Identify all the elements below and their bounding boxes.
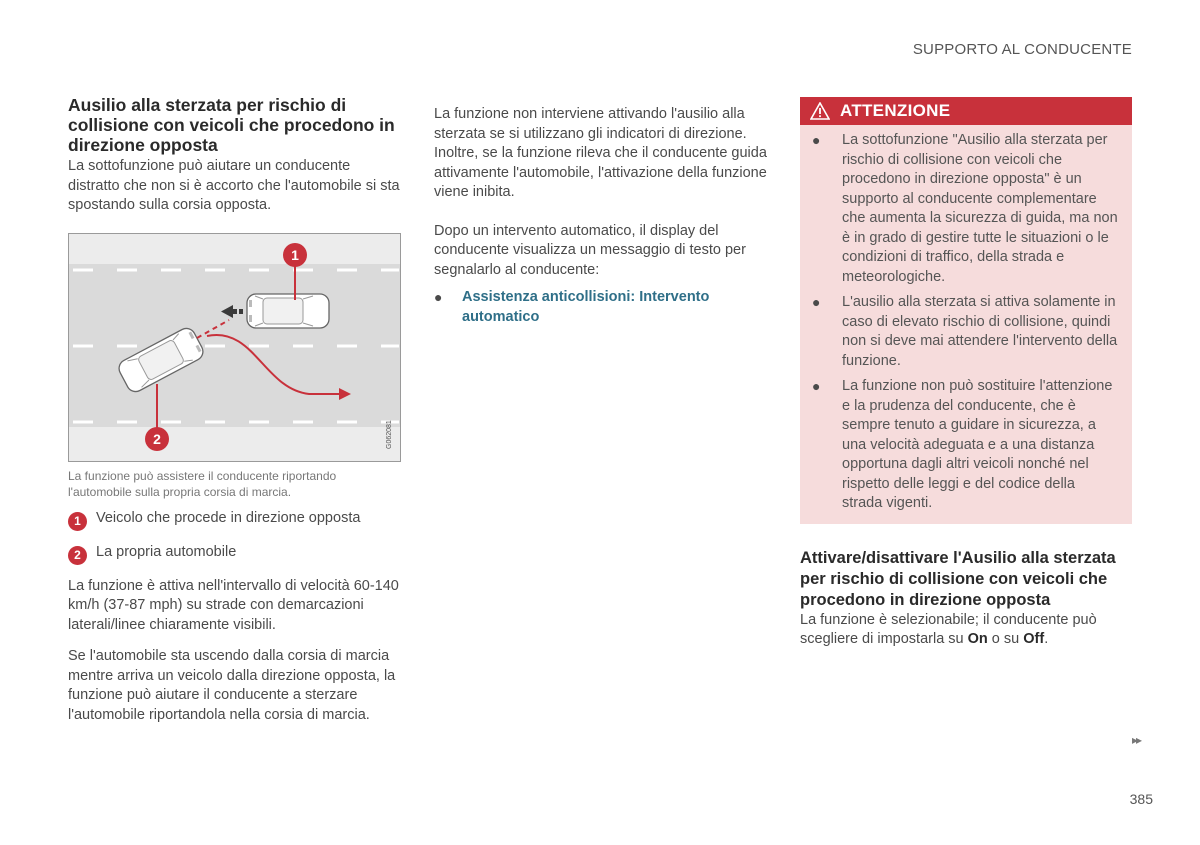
activation-text-end: . xyxy=(1044,631,1049,647)
warning-item xyxy=(810,293,1118,371)
lane-departure-paragraph: Se l'automobile sta uscendo dalla corsia di marcia mentre arriva un veicolo dalla direzione opposta, la funzione può aiutare il conducente a sterzare l'automobile riportandola nella corsia di marcia. xyxy=(68,648,396,723)
activation-subtitle: Attivare/disattivare l'Ausilio alla sterzata per rischio di collisione con veicoli che procedono in direzione opposta xyxy=(800,548,1116,609)
message-bullet xyxy=(434,288,769,327)
activation-paragraph xyxy=(800,611,1132,650)
warning-text: L'ausilio alla sterzata si attiva solamente in caso di elevato rischio di collisione, quindi non si deve mai attendere l'intervento della funzione. xyxy=(842,294,1118,369)
speed-range-paragraph: La funzione è attiva nell'intervallo di velocità 60-140 km/h (37-87 mph) su strade con demarcazioni laterali/linee chiaramente visibili. xyxy=(68,577,399,633)
off-option: Off xyxy=(1023,631,1045,647)
warning-item xyxy=(810,131,1118,287)
section-header: SUPPORTO AL CONDUCENTE xyxy=(912,41,1132,58)
warning-text: La sottofunzione "Ausilio alla sterzata per rischio di collisione con veicoli che procedono in direzione opposta" è un supporto al conducente complementare che aumenta la sicurezza di guida, ma non è in grado di gestire tutte le situazioni o le condizioni di traffico, della strada e meteorologiche. xyxy=(842,132,1118,285)
activation-text-mid: o su xyxy=(987,631,1024,647)
warning-triangle-icon xyxy=(810,102,830,120)
legend-item xyxy=(68,509,402,531)
bullet-dot: ● xyxy=(434,289,443,305)
figure-code: G062081 xyxy=(386,419,393,449)
on-option: On xyxy=(967,631,988,647)
legend-number: 2 xyxy=(68,546,87,565)
illustration-figure xyxy=(68,233,401,462)
page-number: 385 xyxy=(1129,791,1153,807)
warning-text: La funzione non può sostituire l'attenzione e la prudenza del conducente, che è sempre tenuto a guidare in sicurezza, a una velocità adeguata e a una distanza opportuna dagli altri veicoli nonché nel rispetto delle leggi e del codice della strada vigenti. xyxy=(842,378,1113,511)
legend-text: Veicolo che procede in direzione opposta xyxy=(96,509,361,526)
right-column xyxy=(800,97,1132,650)
callout-label-2: 2 xyxy=(153,430,161,447)
section-title: Ausilio alla sterzata per rischio di collisione con veicoli che procedono in direzione opposta xyxy=(68,95,395,155)
legend-item xyxy=(68,543,402,565)
bullet-dot: ● xyxy=(812,132,821,148)
left-column xyxy=(68,95,402,725)
warning-body xyxy=(800,125,1132,524)
callout-label-1: 1 xyxy=(291,246,299,263)
intro-text: La sottofunzione può aiutare un conducente distratto che non si è accorto che l'automobile si sta spostando sulla corsia opposta. xyxy=(68,158,400,213)
figure-caption: La funzione può assistere il conducente riportando l'automobile sulla propria corsia di marcia. xyxy=(68,468,337,499)
warning-header xyxy=(800,97,1132,125)
legend-number: 1 xyxy=(68,512,87,531)
legend-text: La propria automobile xyxy=(96,543,237,560)
message-link[interactable]: Assistenza anticollisioni: Intervento automatico xyxy=(462,289,710,325)
next-page-arrows-icon: ▸▸ xyxy=(1131,733,1140,747)
oncoming-car-icon xyxy=(247,294,329,328)
display-message-paragraph: Dopo un intervento automatico, il display del conducente visualizza un messaggio di testo per segnalarlo al conducente: xyxy=(434,222,746,278)
bullet-dot: ● xyxy=(812,378,821,394)
middle-column xyxy=(434,105,769,327)
bullet-dot: ● xyxy=(812,294,821,310)
warning-item xyxy=(810,377,1118,514)
inhibit-paragraph: La funzione non interviene attivando l'ausilio alla sterzata se si utilizzano gli indicatori di direzione. Inoltre, se la funzione rileva che il conducente guida attivamente l'automobile, l'attivazione della funzione viene inibita. xyxy=(434,106,767,200)
warning-box xyxy=(800,97,1132,524)
activation-text: La funzione è selezionabile; il conducente può scegliere di impostarla su xyxy=(800,611,1097,647)
road-diagram xyxy=(69,234,400,461)
warning-title: ATTENZIONE xyxy=(840,101,951,120)
